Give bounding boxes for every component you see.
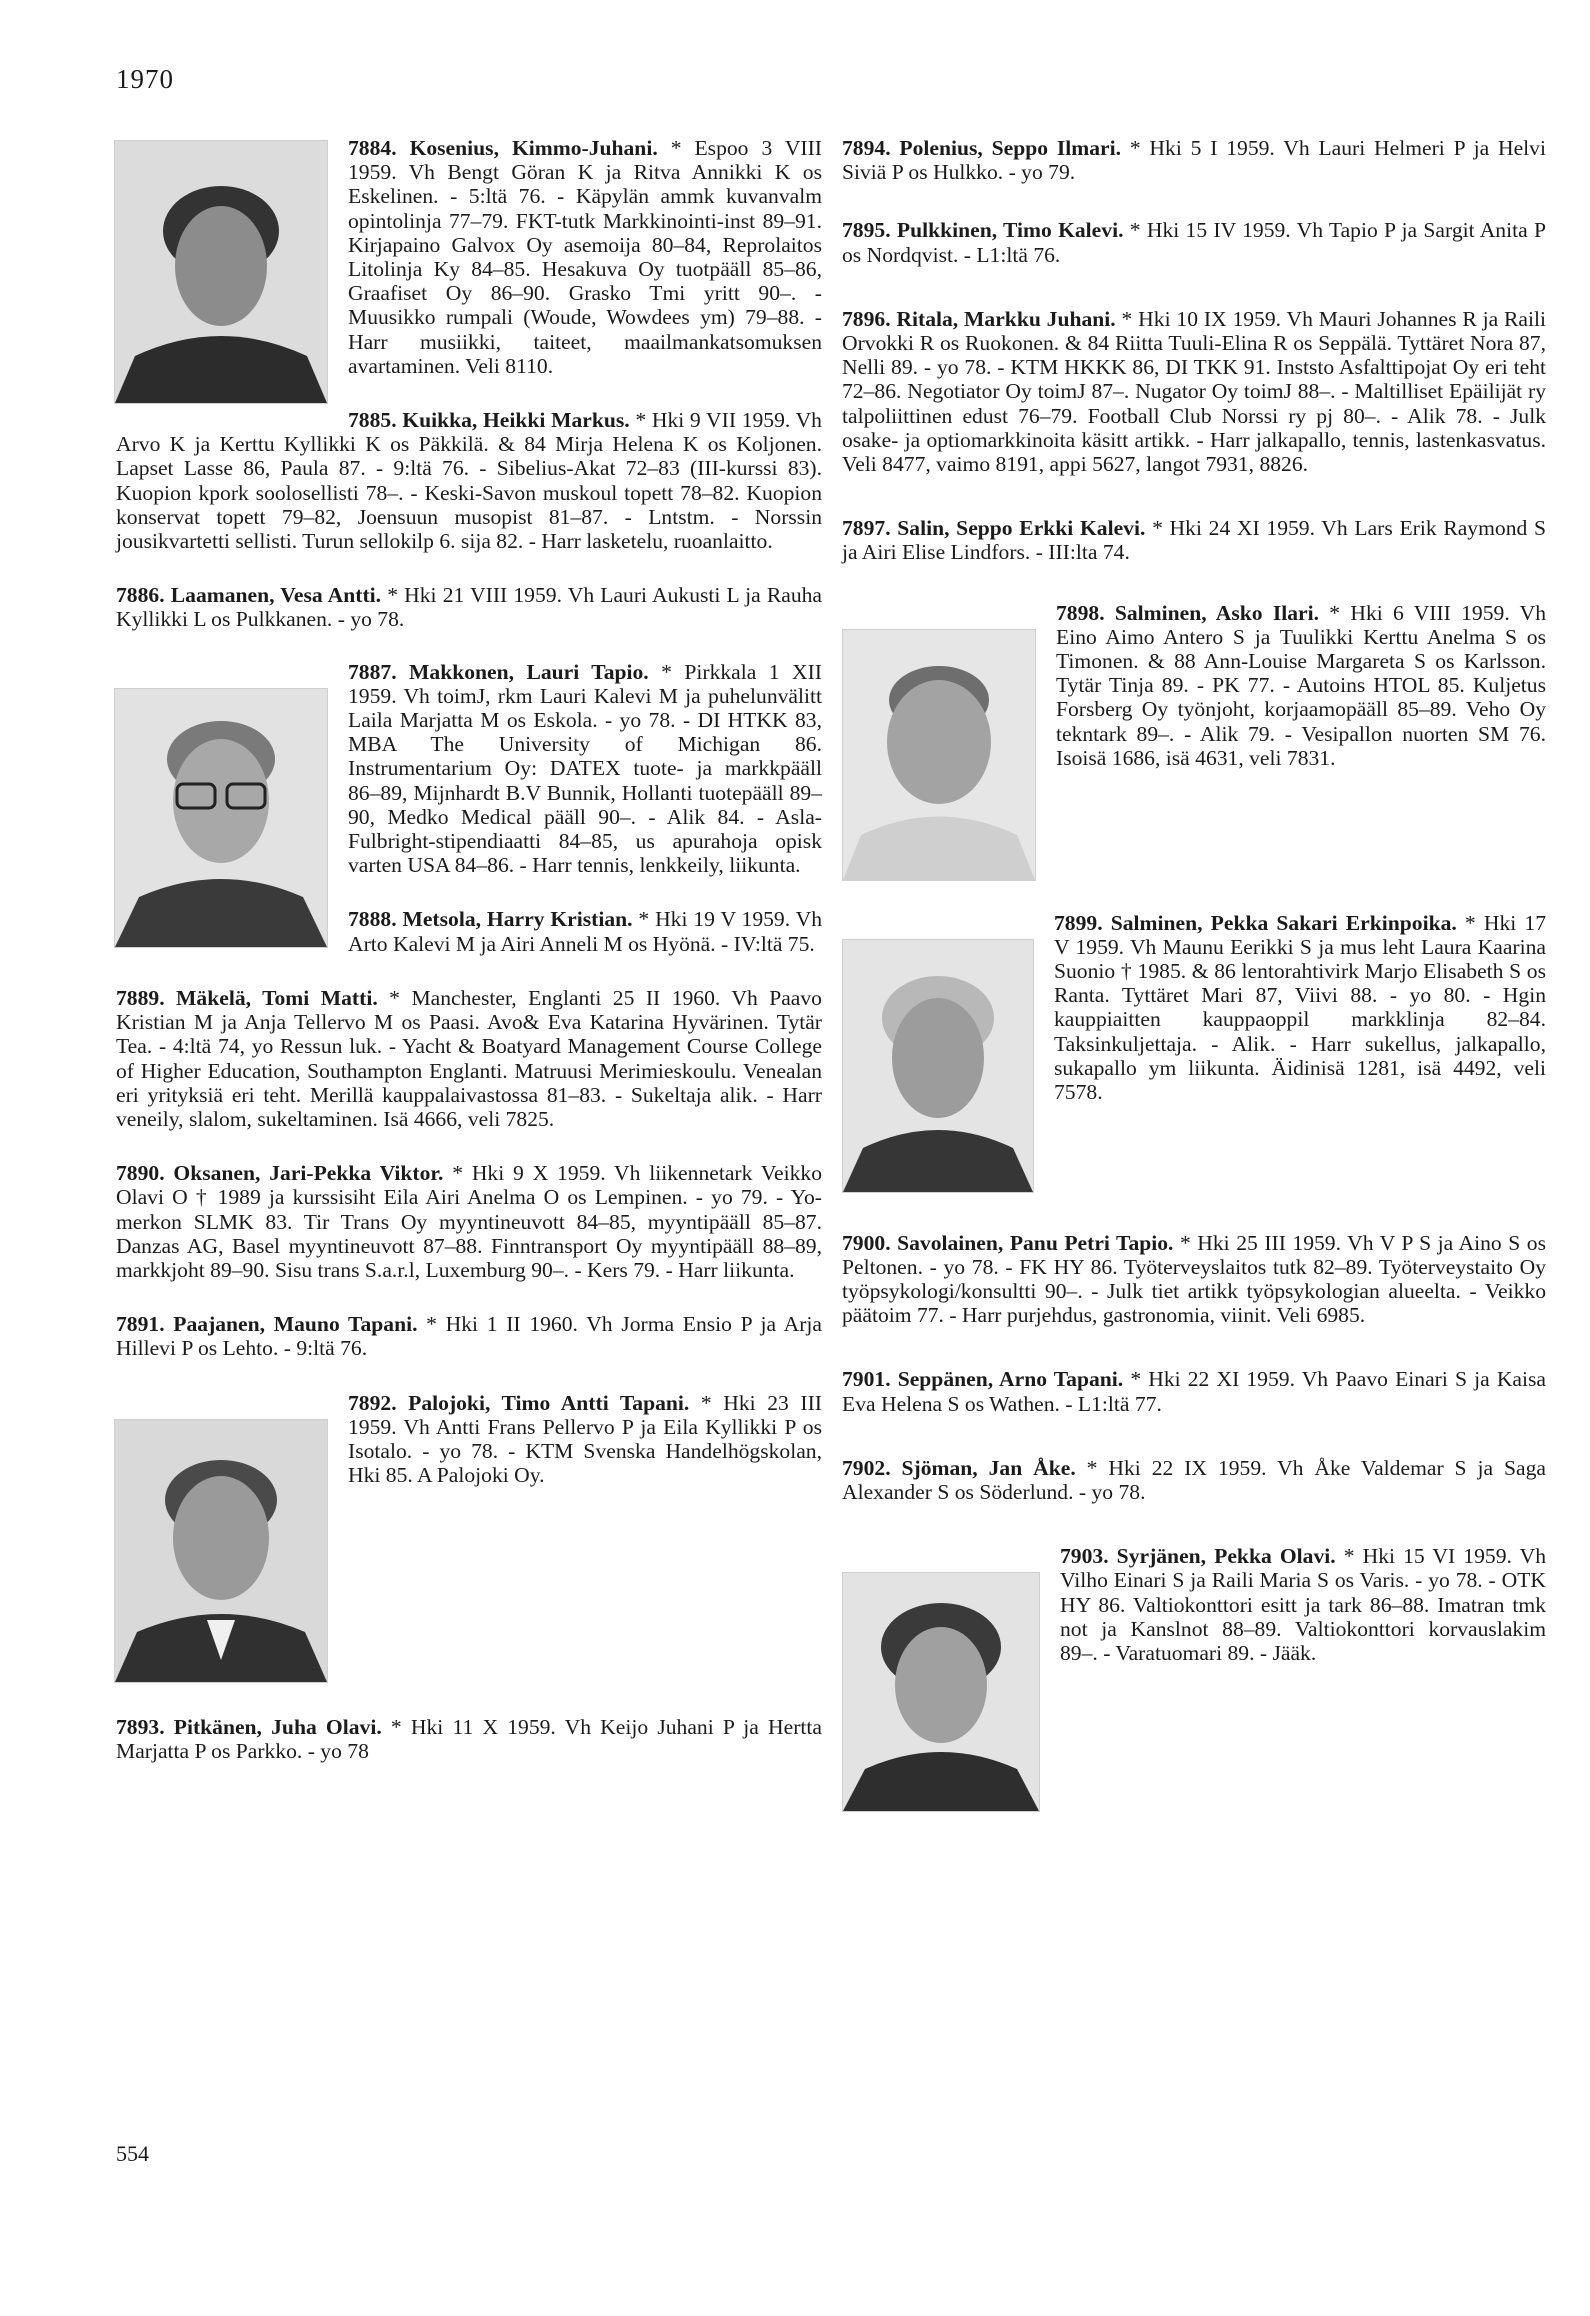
entry-7887 xyxy=(116,660,822,878)
entry-heading: 7884. Kosenius, Kimmo-Juhani. xyxy=(348,136,658,160)
entry-heading: 7893. Pitkänen, Juha Olavi. xyxy=(116,1714,382,1739)
entry-body: * Hki 24 XI 1959. Vh Lars Erik Raymond S ja Airi Elise Lindfors. - III:lta 74. xyxy=(842,516,1546,565)
entry-7894 xyxy=(842,136,1546,184)
page-year-header: 1970 xyxy=(116,64,174,94)
entry-heading: 7897. Salin, Seppo Erkki Kalevi. xyxy=(842,516,1146,541)
entry-heading: 7898. Salminen, Asko Ilari. xyxy=(1056,600,1319,625)
entry-body: * Hki 21 VIII 1959. Vh Lauri Aukusti L ja Rauha Kyllikki L os Pulkkanen. - yo 78. xyxy=(116,583,823,632)
entry-body: * Hki 19 V 1959. Vh Arto Kalevi M ja Airi Anneli M os Hyönä. - IV:ltä 75. xyxy=(348,907,822,956)
entry-body: * Hki 9 VII 1959. Vh Arvo K ja Kerttu Kyllikki K os Päkkilä. & 84 Mirja Helena K os Koljonen. Lapset Lasse 86, Paula 87. - 9:ltä 76. - Sibelius-Akat 72–83 (III-kurssi 83). Kuopion kpork soolosellisti 78–. - Keski-Savon muskoul topett 78–82. Kuopion konservat topett 79–82, Joensuun musopist 81–87. - Lntstm. - Norssin jousikvartetti sellisti. Turun sellokilp 6. sija 82. - Harr lasketelu, ruoanlaitto. xyxy=(116,408,822,554)
entry-7903 xyxy=(842,1544,1546,1665)
entry-heading: 7899. Salminen, Pekka Sakari Erkinpoika. xyxy=(1054,910,1457,935)
entry-heading: 7885. Kuikka, Heikki Markus. xyxy=(348,408,630,433)
entry-7890 xyxy=(116,1161,822,1282)
entry-heading: 7890. Oksanen, Jari-Pekka Viktor. xyxy=(116,1161,444,1186)
entry-heading: 7903. Syrjänen, Pekka Olavi. xyxy=(1060,1544,1336,1569)
entry-body: * Espoo 3 VIII 1959. Vh Bengt Göran K ja Ritva Annikki K os Eskelinen. - 5:ltä 76. - Käpylän ammk kuvanvalm opintolinja 77–79. FKT-tutk Markkinointi-inst 89–91. Kirjapaino Galvox Oy asemoija 80–84, Reprolaitos Litolinja Ky 84–85. Hesakuva Oy tuotpääll 85–86, Graafiset Oy 86–90. Grasko Tmi yritt 90–. - Muusikko rumpali (Woude, Wowdees ym) 79–88. - Harr musiikki, taiteet, maailmankatsomuksen avartaminen. Veli 8110. xyxy=(348,136,822,378)
entry-body: * Hki 17 V 1959. Vh Maunu Eerikki S ja mus leht Laura Kaarina Suonio † 1985. & 86 lentorahtivirk Marjo Elisabeth S os Ranta. Tyttäret Mari 87, Viivi 88. - yo 80. - Hgin kauppiaitten kauppaoppil markklinja 82–84. Taksinkuljettaja. - Alik. - Harr sukellus, jalkapallo, sukapallo ym liikunta. Äidinisä 1281, isä 4492, veli 7578. xyxy=(1054,910,1547,1105)
left-column xyxy=(116,136,822,1763)
entry-7884 xyxy=(116,136,822,378)
entry-7902 xyxy=(842,1456,1546,1504)
entry-body: * Hki 6 VIII 1959. Vh Eino Aimo Antero S ja Tuulikki Kerttu Anelma S os Timonen. & 88 Ann-Louise Margareta S os Karlsson. Tytär Tinja 89. - PK 77. - Autoins HTOL 85. Kuljetus Forsberg Oy työnjoht, korjaamopääll 85–89. Veho Oy tekntark 89–. - Alik 79. - Vesipallon nuorten SM 76. Isoisä 1686, isä 4631, veli 7831. xyxy=(1056,600,1546,770)
entry-7900 xyxy=(842,1231,1546,1328)
entry-heading: 7888. Metsola, Harry Kristian. xyxy=(348,907,633,932)
entry-7893 xyxy=(116,1715,822,1763)
entry-heading: 7889. Mäkelä, Tomi Matti. xyxy=(116,985,378,1010)
entry-body: * Manchester, Englanti 25 II 1960. Vh Paavo Kristian M ja Anja Tellervo M os Paasi. Avo& Eva Katarina Hyvärinen. Tytär Tea. - 4:ltä 74, yo Ressun luk. - Yacht & Boatyard Management Course College of Higher Education, Southampton Englanti. Matruusi Merimieskoulu. Venealan eri yrityksiä eri teht. Merillä kauppalaivastossa 81–83. - Sukeltaja alik. - Harr veneily, slalom, sukeltaminen. Isä 4666, veli 7825. xyxy=(116,985,822,1131)
right-column xyxy=(842,136,1546,1818)
portrait-photo-7899 xyxy=(842,939,1034,1193)
entry-7898 xyxy=(842,601,1546,770)
entry-7891 xyxy=(116,1312,822,1360)
page-number: 554 xyxy=(116,2141,149,2166)
entry-7885 xyxy=(116,408,822,553)
entry-body: * Hki 1 II 1960. Vh Jorma Ensio P ja Arja Hillevi P os Lehto. - 9:ltä 76. xyxy=(116,1312,823,1361)
portrait-photo-7903 xyxy=(842,1572,1040,1812)
entry-heading: 7902. Sjöman, Jan Åke. xyxy=(842,1455,1076,1480)
entry-body: * Hki 22 XI 1959. Vh Paavo Einari S ja Kaisa Eva Helena S os Wathen. - L1:ltä 77. xyxy=(842,1367,1546,1416)
portrait-photo-7898 xyxy=(842,629,1036,881)
portrait-photo-7884 xyxy=(114,140,328,404)
entry-body: * Hki 22 IX 1959. Vh Åke Valdemar S ja Saga Alexander S os Söderlund. - yo 78. xyxy=(842,1455,1546,1505)
entry-7896 xyxy=(842,307,1546,476)
portrait-photo-7887 xyxy=(114,688,328,948)
entry-heading: 7887. Makkonen, Lauri Tapio. xyxy=(348,659,649,684)
entry-body: * Hki 9 X 1959. Vh liikennetark Veikko Olavi O † 1989 ja kurssisiht Eila Airi Anelma O os Lempinen. - yo 79. - Yo-merkon SLMK 83. Tir Trans Oy myyntineuvott 84–85, myyntipääll 85–87. Danzas AG, Basel myyntineuvott 87–88. Finntransport Oy myyntipääll 88–89, markkjoht 89–90. Sisu trans S.a.r.l, Luxemburg 90–. - Kers 79. - Harr liikunta. xyxy=(116,1161,822,1282)
entry-heading: 7892. Palojoki, Timo Antti Tapani. xyxy=(348,1390,690,1415)
entry-7897 xyxy=(842,516,1546,564)
entry-body: * Hki 10 IX 1959. Vh Mauri Johannes R ja Raili Orvokki R os Ruokonen. & 84 Riitta Tuuli-Elina R os Seppälä. Tyttäret Nora 87, Nelli 89. - yo 78. - KTM HKKK 86, DI TKK 91. Inststo Asfalttipojat Oy eri teht 72–86. Negotiator Oy toimJ 87–. Nugator Oy toimJ 88–. - Maltilliset Epäilijät ry talpoliittinen edust 76–79. Football Club Norssi ry pj 80–. - Alik 78. - Julk osake- ja optiomarkkinoita käsitt artikk. - Harr jalkapallo, tennis, lastenkasvatus. Veli 8477, vaimo 8191, appi 5627, langot 7931, 8826. xyxy=(842,306,1546,477)
entry-7892 xyxy=(116,1391,822,1488)
entry-body: * Hki 11 X 1959. Vh Keijo Juhani P ja Hertta Marjatta P os Parkko. - yo 78 xyxy=(116,1714,823,1763)
entry-7899 xyxy=(842,911,1546,1105)
entry-heading: 7896. Ritala, Markku Juhani. xyxy=(842,306,1116,331)
entry-7889 xyxy=(116,986,822,1131)
portrait-photo-7892 xyxy=(114,1419,328,1683)
entry-body: * Hki 5 I 1959. Vh Lauri Helmeri P ja Helvi Siviä P os Hulkko. - yo 79. xyxy=(842,136,1546,185)
entry-body: * Hki 15 IV 1959. Vh Tapio P ja Sargit Anita P os Nordqvist. - L1:ltä 76. xyxy=(842,218,1546,267)
entry-7895 xyxy=(842,218,1546,266)
entry-body: * Hki 23 III 1959. Vh Antti Frans Pellervo P ja Eila Kyllikki P os Isotalo. - yo 78. - KTM Svenska Handelhögskolan, Hki 85. A Palojoki Oy. xyxy=(348,1390,822,1488)
entry-body: * Pirkkala 1 XII 1959. Vh toimJ, rkm Lauri Kalevi M ja puhelunvälitt Laila Marjatta M os Eskola. - yo 78. - DI HTKK 83, MBA The University of Michigan 86. Instrumentarium Oy: DATEX tuote- ja markkpääll 86–89, Mijnhardt B.V Bunnik, Hollanti tuotepääll 89–90, Medko Medical pääll 90–. - Alik 84. - Asla-Fulbright-stipendiaatti 84–85, us apurahoja opisk varten USA 84–86. - Harr tennis, lenkkeily, liikunta. xyxy=(348,659,822,878)
entry-heading: 7891. Paajanen, Mauno Tapani. xyxy=(116,1312,418,1337)
entry-body: * Hki 25 III 1959. Vh V P S ja Aino S os Peltonen. - yo 78. - FK HY 86. Työterveyslaitos tutk 82–89. Työterveystaito Oy työpsykologi/konsultti 90–. - Julk tiet artikk työpsykologian alueelta. - Veikko päätoim 77. - Harr purjehdus, gastronomia, viinit. Veli 6985. xyxy=(842,1230,1546,1328)
entry-body: * Hki 15 VI 1959. Vh Vilho Einari S ja Raili Maria S os Varis. - yo 78. - OTK HY 86. Valtiokonttori esitt ja tark 86–88. Imatran tmk not ja Kanslnot 88–89. Valtiokonttori korvauslakim 89–. - Varatuomari 89. - Jääk. xyxy=(1060,1544,1546,1666)
entry-heading: 7886. Laamanen, Vesa Antti. xyxy=(116,583,382,608)
entry-heading: 7894. Polenius, Seppo Ilmari. xyxy=(842,136,1121,160)
entry-heading: 7895. Pulkkinen, Timo Kalevi. xyxy=(842,218,1124,243)
entry-heading: 7901. Seppänen, Arno Tapani. xyxy=(842,1367,1124,1392)
entry-7886 xyxy=(116,583,822,631)
entry-heading: 7900. Savolainen, Panu Petri Tapio. xyxy=(842,1230,1174,1255)
entry-7901 xyxy=(842,1367,1546,1415)
